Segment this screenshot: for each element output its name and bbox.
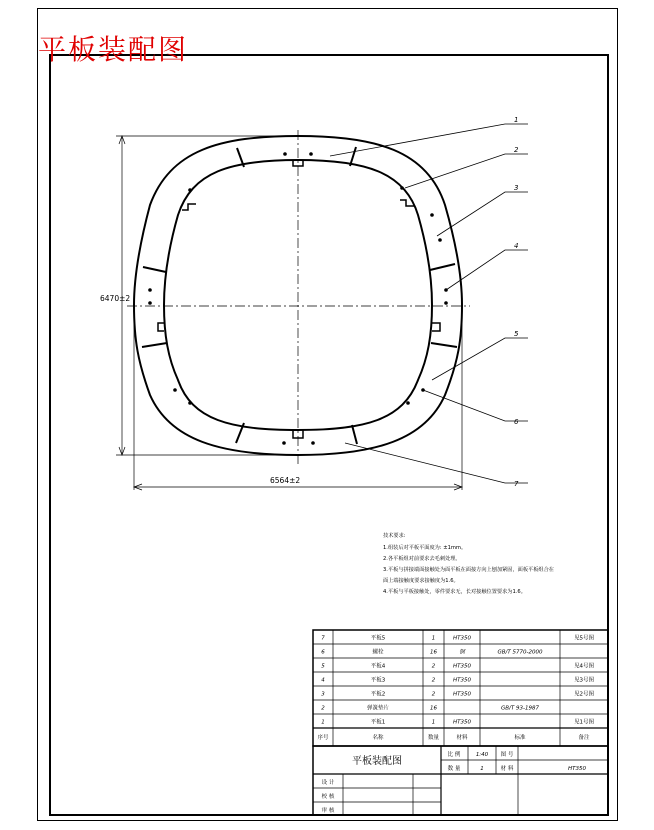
bolt-hole xyxy=(438,238,442,242)
joint-upper-left xyxy=(143,267,166,272)
bom-cell-qty: 16 xyxy=(430,649,437,656)
material-value: HT350 xyxy=(568,766,586,772)
bolt-hole xyxy=(188,188,192,192)
bolt-hole xyxy=(188,401,192,405)
bolt-hole xyxy=(311,441,315,445)
bom-table xyxy=(313,630,608,746)
bom-cell-no: 7 xyxy=(321,635,325,642)
scale-label: 比 例 xyxy=(447,752,461,758)
bom-header-cell: 标准 xyxy=(514,735,526,741)
tech-req-line: 2.各平板组对前要求去毛刺处理。 xyxy=(383,556,461,562)
bom-cell-note: 见1号图 xyxy=(574,719,594,726)
qty-label: 数 量 xyxy=(447,766,461,772)
callout-2: 2 xyxy=(514,146,519,154)
design-label: 设 计 xyxy=(321,780,335,786)
bom-cell-qty: 2 xyxy=(431,691,436,698)
bom-cell-note: 见2号图 xyxy=(574,691,594,698)
callout-3: 3 xyxy=(514,184,519,192)
centerlines xyxy=(127,130,470,465)
bom-cell-no: 5 xyxy=(321,663,325,670)
tech-req-line: 3.平板与拼接端面接触处为面平板在面接方向上刨加紧固，面板平板组合在 xyxy=(383,567,554,573)
bom-cell-qty: 2 xyxy=(431,663,436,670)
scale-value: 1:40 xyxy=(475,752,489,758)
bom-header-cell: 材料 xyxy=(456,735,468,741)
bom-cell-name: 平板5 xyxy=(370,635,386,642)
callout-4: 4 xyxy=(514,242,519,250)
callout-7: 7 xyxy=(514,480,519,488)
bom-text xyxy=(317,634,594,742)
keyways xyxy=(158,160,440,438)
bom-cell-material: HT350 xyxy=(453,677,471,684)
bom-cell-qty: 1 xyxy=(431,635,436,642)
callout-1: 1 xyxy=(514,116,519,124)
bom-cell-name: 平板1 xyxy=(370,719,386,726)
bolt-hole xyxy=(173,388,177,392)
joint-bottom-right xyxy=(352,425,357,444)
keyway-left xyxy=(158,323,164,331)
dimension-width-label: 6564±2 xyxy=(270,476,301,485)
bolt-hole xyxy=(406,401,410,405)
sheet-label: 图 号 xyxy=(500,752,514,758)
bom-header-cell: 备注 xyxy=(578,735,590,741)
bolt-hole xyxy=(148,301,152,305)
bom-cell-no: 1 xyxy=(321,719,325,726)
bolt-hole xyxy=(400,186,404,190)
bom-cell-material: HT350 xyxy=(453,691,471,698)
tech-req-line: 1.组装后对平板平面度为: ±1mm。 xyxy=(383,545,467,551)
bom-header-cell: 序号 xyxy=(317,735,329,741)
ring-assembly xyxy=(127,130,470,465)
bom-cell-no: 6 xyxy=(321,649,325,656)
bom-cell-standard: GB/T 5770-2000 xyxy=(497,649,543,656)
tech-req-line: 面上端接触度要求接触度为1.6。 xyxy=(383,578,459,584)
bom-cell-note: 见3号图 xyxy=(574,677,594,684)
bom-cell-material: HT350 xyxy=(453,635,471,642)
material-label: 材 料 xyxy=(500,766,514,772)
bom-cell-material: HT350 xyxy=(453,663,471,670)
bom-cell-qty: 2 xyxy=(431,677,436,684)
review-label: 审 核 xyxy=(321,808,335,814)
drawing-name: 平板装配图 xyxy=(352,756,402,767)
bom-cell-name: 平板3 xyxy=(370,677,386,684)
leader-2 xyxy=(405,154,528,188)
bolt-hole xyxy=(282,441,286,445)
tech-requirements xyxy=(383,531,554,595)
bom-cell-standard: GB/T 93-1987 xyxy=(501,705,539,712)
page-title: 平板装配图 xyxy=(38,33,189,66)
bom-cell-no: 3 xyxy=(321,691,325,698)
joint-upper-right xyxy=(430,264,455,270)
bolt-hole xyxy=(309,152,313,156)
qty-value: 1 xyxy=(480,766,484,772)
keyway-upper-left xyxy=(182,204,196,210)
bolt-hole xyxy=(148,288,152,292)
dimension-height-label: 6470±2 xyxy=(100,294,131,303)
bom-cell-material: 钢 xyxy=(459,649,465,656)
bom-cell-note: 见5号图 xyxy=(574,635,594,642)
bolt-hole xyxy=(444,301,448,305)
outer-border xyxy=(38,9,618,821)
bom-cell-qty: 1 xyxy=(431,719,436,726)
check-label: 校 核 xyxy=(321,794,335,800)
joint-lower-right xyxy=(431,343,457,347)
bom-cell-name: 平板4 xyxy=(370,663,386,670)
callout-5: 5 xyxy=(514,330,519,338)
bom-cell-note: 见4号图 xyxy=(574,663,594,670)
bolt-hole xyxy=(430,213,434,217)
bom-cell-name: 平板2 xyxy=(370,691,386,698)
keyway-right xyxy=(432,323,440,331)
bom-header-cell: 数量 xyxy=(427,735,440,741)
bolt-hole xyxy=(283,152,287,156)
bom-cell-material: HT350 xyxy=(453,719,471,726)
joint-lower-left xyxy=(142,343,167,347)
leader-4 xyxy=(446,250,528,290)
tech-req-line: 4.平板与平板接触处，零件要求无，长对接触位置要求为1.6。 xyxy=(383,589,526,595)
bom-cell-qty: 16 xyxy=(430,705,437,712)
callout-6: 6 xyxy=(514,418,519,426)
bom-cell-no: 2 xyxy=(321,705,325,712)
leaders xyxy=(330,124,528,483)
bom-cell-name: 螺栓 xyxy=(372,649,384,656)
leader-5 xyxy=(432,338,528,380)
bom-cell-no: 4 xyxy=(321,677,325,684)
tech-req-heading: 技术要求: xyxy=(383,533,406,539)
joint-top-right xyxy=(350,147,356,166)
bom-header-cell: 名称 xyxy=(372,735,384,741)
title-block-text xyxy=(322,750,587,814)
dimension-height xyxy=(116,136,296,455)
callout-numbers xyxy=(514,116,519,488)
bom-cell-name: 弹簧垫片 xyxy=(366,705,390,712)
